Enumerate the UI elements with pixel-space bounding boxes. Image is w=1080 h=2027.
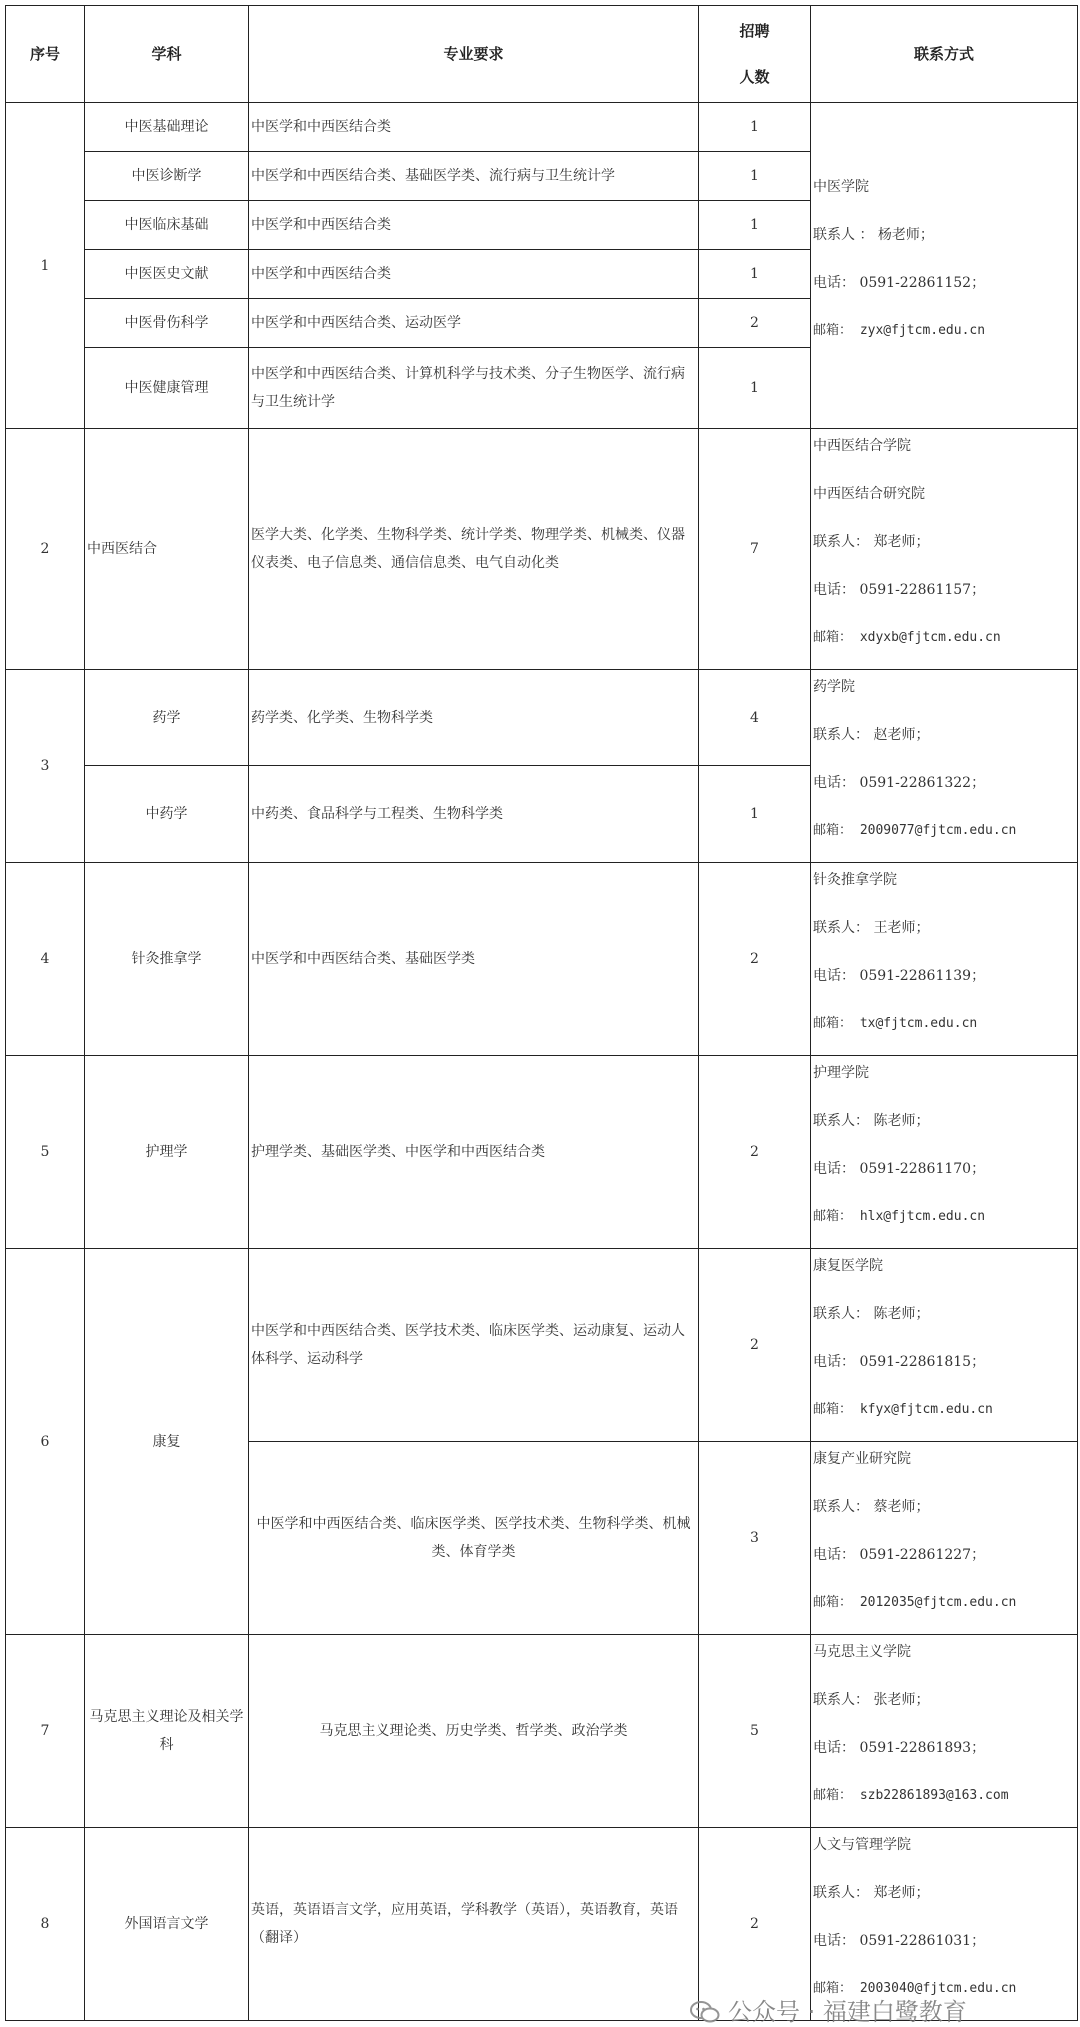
watermark-text: 公众号 · 福建白鹭教育 [728, 1998, 967, 2026]
header-subject: 学科 [85, 6, 249, 103]
header-row [6, 6, 1078, 103]
subject-cell: 外国语言文学 [85, 1828, 249, 2021]
contact-cell [811, 863, 1078, 1056]
contact-email: 邮箱： zyx@fjtcm.edu.cn [813, 322, 986, 338]
requirement-cell: 中医学和中西医结合类 [249, 250, 699, 299]
count-cell: 2 [699, 299, 811, 348]
seq-cell: 5 [6, 1056, 85, 1249]
contact-phone: 电话： 0591-22861139； [813, 968, 986, 984]
header-seq: 序号 [6, 6, 85, 103]
count-cell: 3 [699, 1442, 811, 1635]
contact-phone: 电话： 0591-22861227； [813, 1547, 986, 1563]
contact-phone: 电话： 0591-22861170； [813, 1161, 986, 1177]
seq-cell: 4 [6, 863, 85, 1056]
count-cell: 2 [699, 1249, 811, 1442]
requirement-cell: 医学大类、化学类、生物科学类、统计学类、物理学类、机械类、仪器仪表类、电子信息类、通信信息类、电气自动化类 [249, 429, 699, 670]
contact-email: 邮箱： szb22861893@163.com [813, 1788, 1009, 1803]
contact-email: 邮箱： 2012035@fjtcm.edu.cn [813, 1595, 1017, 1610]
requirement-cell: 药学类、化学类、生物科学类 [249, 670, 699, 766]
contact-cell [811, 103, 1078, 429]
count-cell: 1 [699, 250, 811, 299]
requirement-cell: 中医学和中西医结合类 [249, 201, 699, 250]
contact-person: 联系人： 陈老师； [813, 1113, 930, 1129]
contact-person: 联系人： 陈老师； [813, 1306, 930, 1322]
contact-email: 邮箱： 2009077@fjtcm.edu.cn [813, 823, 1017, 838]
table-row [6, 429, 1078, 670]
subject-cell: 中医医史文献 [85, 250, 249, 299]
contact-cell [811, 1442, 1078, 1635]
seq-cell: 7 [6, 1635, 85, 1828]
subject-cell: 中药学 [85, 766, 249, 863]
subject-cell: 中医骨伤科学 [85, 299, 249, 348]
watermark [690, 1992, 967, 2027]
contact-person: 联系人： 赵老师； [813, 727, 930, 743]
subject-cell: 护理学 [85, 1056, 249, 1249]
seq-cell: 6 [6, 1249, 85, 1635]
contact-person: 联系人 ： 杨老师； [813, 226, 934, 243]
contact-email: 邮箱： xdyxb@fjtcm.edu.cn [813, 630, 1001, 645]
count-cell: 5 [699, 1635, 811, 1828]
contact-cell [811, 670, 1078, 863]
subject-cell: 中西医结合 [85, 429, 249, 670]
subject-cell: 针灸推拿学 [85, 863, 249, 1056]
seq-cell: 1 [6, 103, 85, 429]
header-count-line2: 人数 [739, 68, 770, 86]
contact-person: 联系人： 蔡老师； [813, 1499, 930, 1515]
contact-phone: 电话： 0591-22861152； [813, 274, 986, 291]
requirement-cell: 中医学和中西医结合类、基础医学类、流行病与卫生统计学 [249, 152, 699, 201]
contact-email: 邮箱： kfyx@fjtcm.edu.cn [813, 1402, 993, 1417]
subject-cell: 药学 [85, 670, 249, 766]
seq-cell: 8 [6, 1828, 85, 2021]
contact-person: 联系人： 郑老师； [813, 534, 930, 550]
count-cell: 7 [699, 429, 811, 670]
contact-dept: 人文与管理学院 [813, 1837, 911, 1853]
contact-cell [811, 1056, 1078, 1249]
wechat-icon [690, 2001, 720, 2023]
count-cell: 1 [699, 152, 811, 201]
subject-cell: 马克思主义理论及相关学科 [85, 1635, 249, 1828]
requirement-cell: 马克思主义理论类、历史学类、哲学类、政治学类 [249, 1635, 699, 1828]
contact-phone: 电话： 0591-22861893； [813, 1740, 986, 1756]
contact-email: 邮箱： 2003040@fjtcm.edu.cn [813, 1981, 1017, 1996]
contact-email: 邮箱： tx@fjtcm.edu.cn [813, 1016, 978, 1031]
contact-cell [811, 1249, 1078, 1442]
requirement-cell: 中药类、食品科学与工程类、生物科学类 [249, 766, 699, 863]
contact-phone: 电话： 0591-22861815； [813, 1354, 986, 1370]
subject-cell: 中医基础理论 [85, 103, 249, 152]
subject-cell: 中医临床基础 [85, 201, 249, 250]
contact-email: 邮箱： hlx@fjtcm.edu.cn [813, 1209, 986, 1224]
header-contact: 联系方式 [811, 6, 1078, 103]
recruitment-table [5, 5, 1078, 2021]
requirement-cell: 中医学和中西医结合类、医学技术类、临床医学类、运动康复、运动人体科学、运动科学 [249, 1249, 699, 1442]
requirement-cell: 中医学和中西医结合类、运动医学 [249, 299, 699, 348]
contact-dept: 康复产业研究院 [813, 1451, 911, 1467]
contact-person: 联系人： 王老师； [813, 920, 930, 936]
contact-dept: 中西医结合学院 [813, 438, 911, 454]
table-row [6, 1056, 1078, 1249]
contact-dept: 马克思主义学院 [813, 1644, 911, 1660]
count-cell: 2 [699, 863, 811, 1056]
requirement-cell: 中医学和中西医结合类 [249, 103, 699, 152]
requirement-cell: 中医学和中西医结合类、基础医学类 [249, 863, 699, 1056]
contact-cell [811, 1635, 1078, 1828]
contact-dept: 康复医学院 [813, 1258, 883, 1274]
seq-cell: 2 [6, 429, 85, 670]
count-cell: 2 [699, 1056, 811, 1249]
header-count-line1: 招聘 [739, 22, 770, 40]
seq-cell: 3 [6, 670, 85, 863]
contact-dept: 药学院 [813, 679, 855, 695]
count-cell: 2 [699, 1828, 811, 2021]
contact-cell [811, 429, 1078, 670]
header-requirement: 专业要求 [249, 6, 699, 103]
requirement-cell: 中医学和中西医结合类、临床医学类、医学技术类、生物科学类、机械类、体育学类 [249, 1442, 699, 1635]
requirement-cell: 英语，英语语言文学，应用英语，学科教学（英语），英语教育，英语（翻译） [249, 1828, 699, 2021]
table-row [6, 670, 1078, 766]
count-cell: 1 [699, 201, 811, 250]
table-row [6, 103, 1078, 152]
contact-dept: 中医学院 [813, 178, 869, 195]
contact-dept: 护理学院 [813, 1065, 869, 1081]
contact-person: 联系人： 张老师； [813, 1692, 930, 1708]
table-row [6, 1635, 1078, 1828]
table-row [6, 1249, 1078, 1442]
contact-phone: 电话： 0591-22861031； [813, 1933, 986, 1949]
contact-dept-2: 中西医结合研究院 [813, 486, 925, 502]
contact-phone: 电话： 0591-22861322； [813, 775, 986, 791]
requirement-cell: 中医学和中西医结合类、计算机科学与技术类、分子生物医学、流行病与卫生统计学 [249, 348, 699, 429]
contact-phone: 电话： 0591-22861157； [813, 582, 986, 598]
count-cell: 1 [699, 766, 811, 863]
contact-person: 联系人： 郑老师； [813, 1885, 930, 1901]
subject-cell: 康复 [85, 1249, 249, 1635]
subject-cell: 中医健康管理 [85, 348, 249, 429]
header-count [699, 6, 811, 103]
count-cell: 1 [699, 348, 811, 429]
count-cell: 4 [699, 670, 811, 766]
requirement-cell: 护理学类、基础医学类、中医学和中西医结合类 [249, 1056, 699, 1249]
subject-cell: 中医诊断学 [85, 152, 249, 201]
table-row [6, 863, 1078, 1056]
contact-dept: 针灸推拿学院 [813, 872, 897, 888]
count-cell: 1 [699, 103, 811, 152]
